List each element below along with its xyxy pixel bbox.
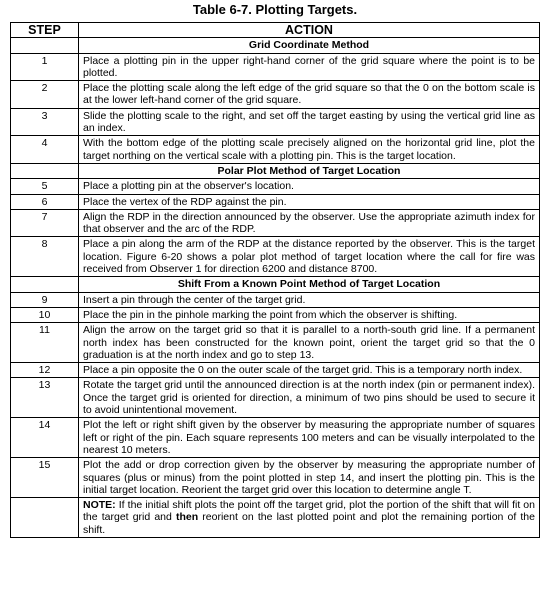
table-title: Table 6-7. Plotting Targets. [192, 2, 358, 17]
plotting-targets-table [10, 22, 540, 538]
step-action: Place a plotting pin in the upper right-hand corner of the grid square where the point is to be plotted. [79, 53, 540, 81]
table-row [11, 194, 540, 209]
step-number: 9 [11, 292, 79, 307]
note-step-cell [11, 498, 79, 538]
section-step-cell [11, 38, 79, 53]
section-heading: Grid Coordinate Method [79, 38, 540, 53]
header-action: ACTION [79, 23, 540, 38]
table-row [11, 307, 540, 322]
table-row [11, 458, 540, 498]
table-row [11, 237, 540, 277]
table-row [11, 136, 540, 164]
step-action: Plot the add or drop correction given by the observer by measuring the appropriate number of squares (plus or minus) from the point plotted in step 14, and insert the plotting pin. This is the initial target location. Reorient the target grid over this location to determine angle T. [79, 458, 540, 498]
table-row [11, 53, 540, 81]
table-row [11, 292, 540, 307]
section-row [11, 277, 540, 292]
step-number: 14 [11, 418, 79, 458]
note-bold-word: then [176, 511, 199, 524]
step-number: 13 [11, 378, 79, 418]
step-number: 2 [11, 81, 79, 109]
step-number: 11 [11, 323, 79, 363]
note-text-2: reorient on the last plotted point and plot the remaining portion of the shift. [83, 511, 535, 536]
step-action: Place a pin opposite the 0 on the outer scale of the target grid. This is a temporary north index. [79, 363, 540, 378]
step-action: Place the vertex of the RDP against the pin. [79, 194, 540, 209]
note-cell [79, 498, 540, 538]
table-row [11, 323, 540, 363]
note-row [11, 498, 540, 538]
step-number: 4 [11, 136, 79, 164]
table-row [11, 418, 540, 458]
table-row [11, 108, 540, 136]
header-step: STEP [11, 23, 79, 38]
step-action: Place a pin along the arm of the RDP at the distance reported by the observer. This is the target location. Figure 6-20 shows a polar plot method of target location where the call for fire was received from Observer 1 for direction 6200 and distance 8700. [79, 237, 540, 277]
table-header-row [11, 23, 540, 38]
step-action: Rotate the target grid until the announced direction is at the north index (pin or permanent index). Once the target grid is oriented for direction, a minimum of two pins should be used to secure it to avoid unintentional movement. [79, 378, 540, 418]
section-heading: Shift From a Known Point Method of Target Location [79, 277, 540, 292]
section-row [11, 38, 540, 53]
step-number: 5 [11, 179, 79, 194]
step-number: 6 [11, 194, 79, 209]
table-row [11, 378, 540, 418]
step-number: 7 [11, 209, 79, 237]
step-action: Plot the left or right shift given by the observer by measuring the appropriate number of squares left or right of the pin. Each square represents 100 meters and can be visually interpolated to the nearest 10 meters. [79, 418, 540, 458]
note-label: NOTE: [83, 499, 116, 512]
step-number: 3 [11, 108, 79, 136]
step-action: Place the plotting scale along the left edge of the grid square so that the 0 on the bottom scale is at the lower left-hand corner of the grid square. [79, 81, 540, 109]
section-step-cell [11, 277, 79, 292]
step-number: 12 [11, 363, 79, 378]
step-action: Slide the plotting scale to the right, and set off the target easting by using the vertical grid line as an index. [79, 108, 540, 136]
step-action: Align the arrow on the target grid so that it is parallel to a north-south grid line. If a permanent north index has been constructed for the known point, orient the target grid so that the 0 graduation is at the north index and go to step 13. [79, 323, 540, 363]
step-action: Insert a pin through the center of the target grid. [79, 292, 540, 307]
step-number: 8 [11, 237, 79, 277]
step-action: Place the pin in the pinhole marking the point from which the observer is shifting. [79, 307, 540, 322]
step-action: Align the RDP in the direction announced by the observer. Use the appropriate azimuth index for that observer and the arc of the RDP. [79, 209, 540, 237]
step-action: With the bottom edge of the plotting scale precisely aligned on the horizontal grid line, plot the target northing on the vertical scale with a plotting pin. This is the target location. [79, 136, 540, 164]
section-heading: Polar Plot Method of Target Location [79, 163, 540, 178]
note-text-1: If the initial shift plots the point off the target grid, plot the portion of the shift that will fit on the target grid and [83, 499, 535, 524]
table-row [11, 179, 540, 194]
section-step-cell [11, 163, 79, 178]
section-row [11, 163, 540, 178]
table-row [11, 363, 540, 378]
step-number: 15 [11, 458, 79, 498]
table-body [11, 38, 540, 538]
table-row [11, 81, 540, 109]
step-action: Place a plotting pin at the observer's location. [79, 179, 540, 194]
table-row [11, 209, 540, 237]
step-number: 1 [11, 53, 79, 81]
step-number: 10 [11, 307, 79, 322]
